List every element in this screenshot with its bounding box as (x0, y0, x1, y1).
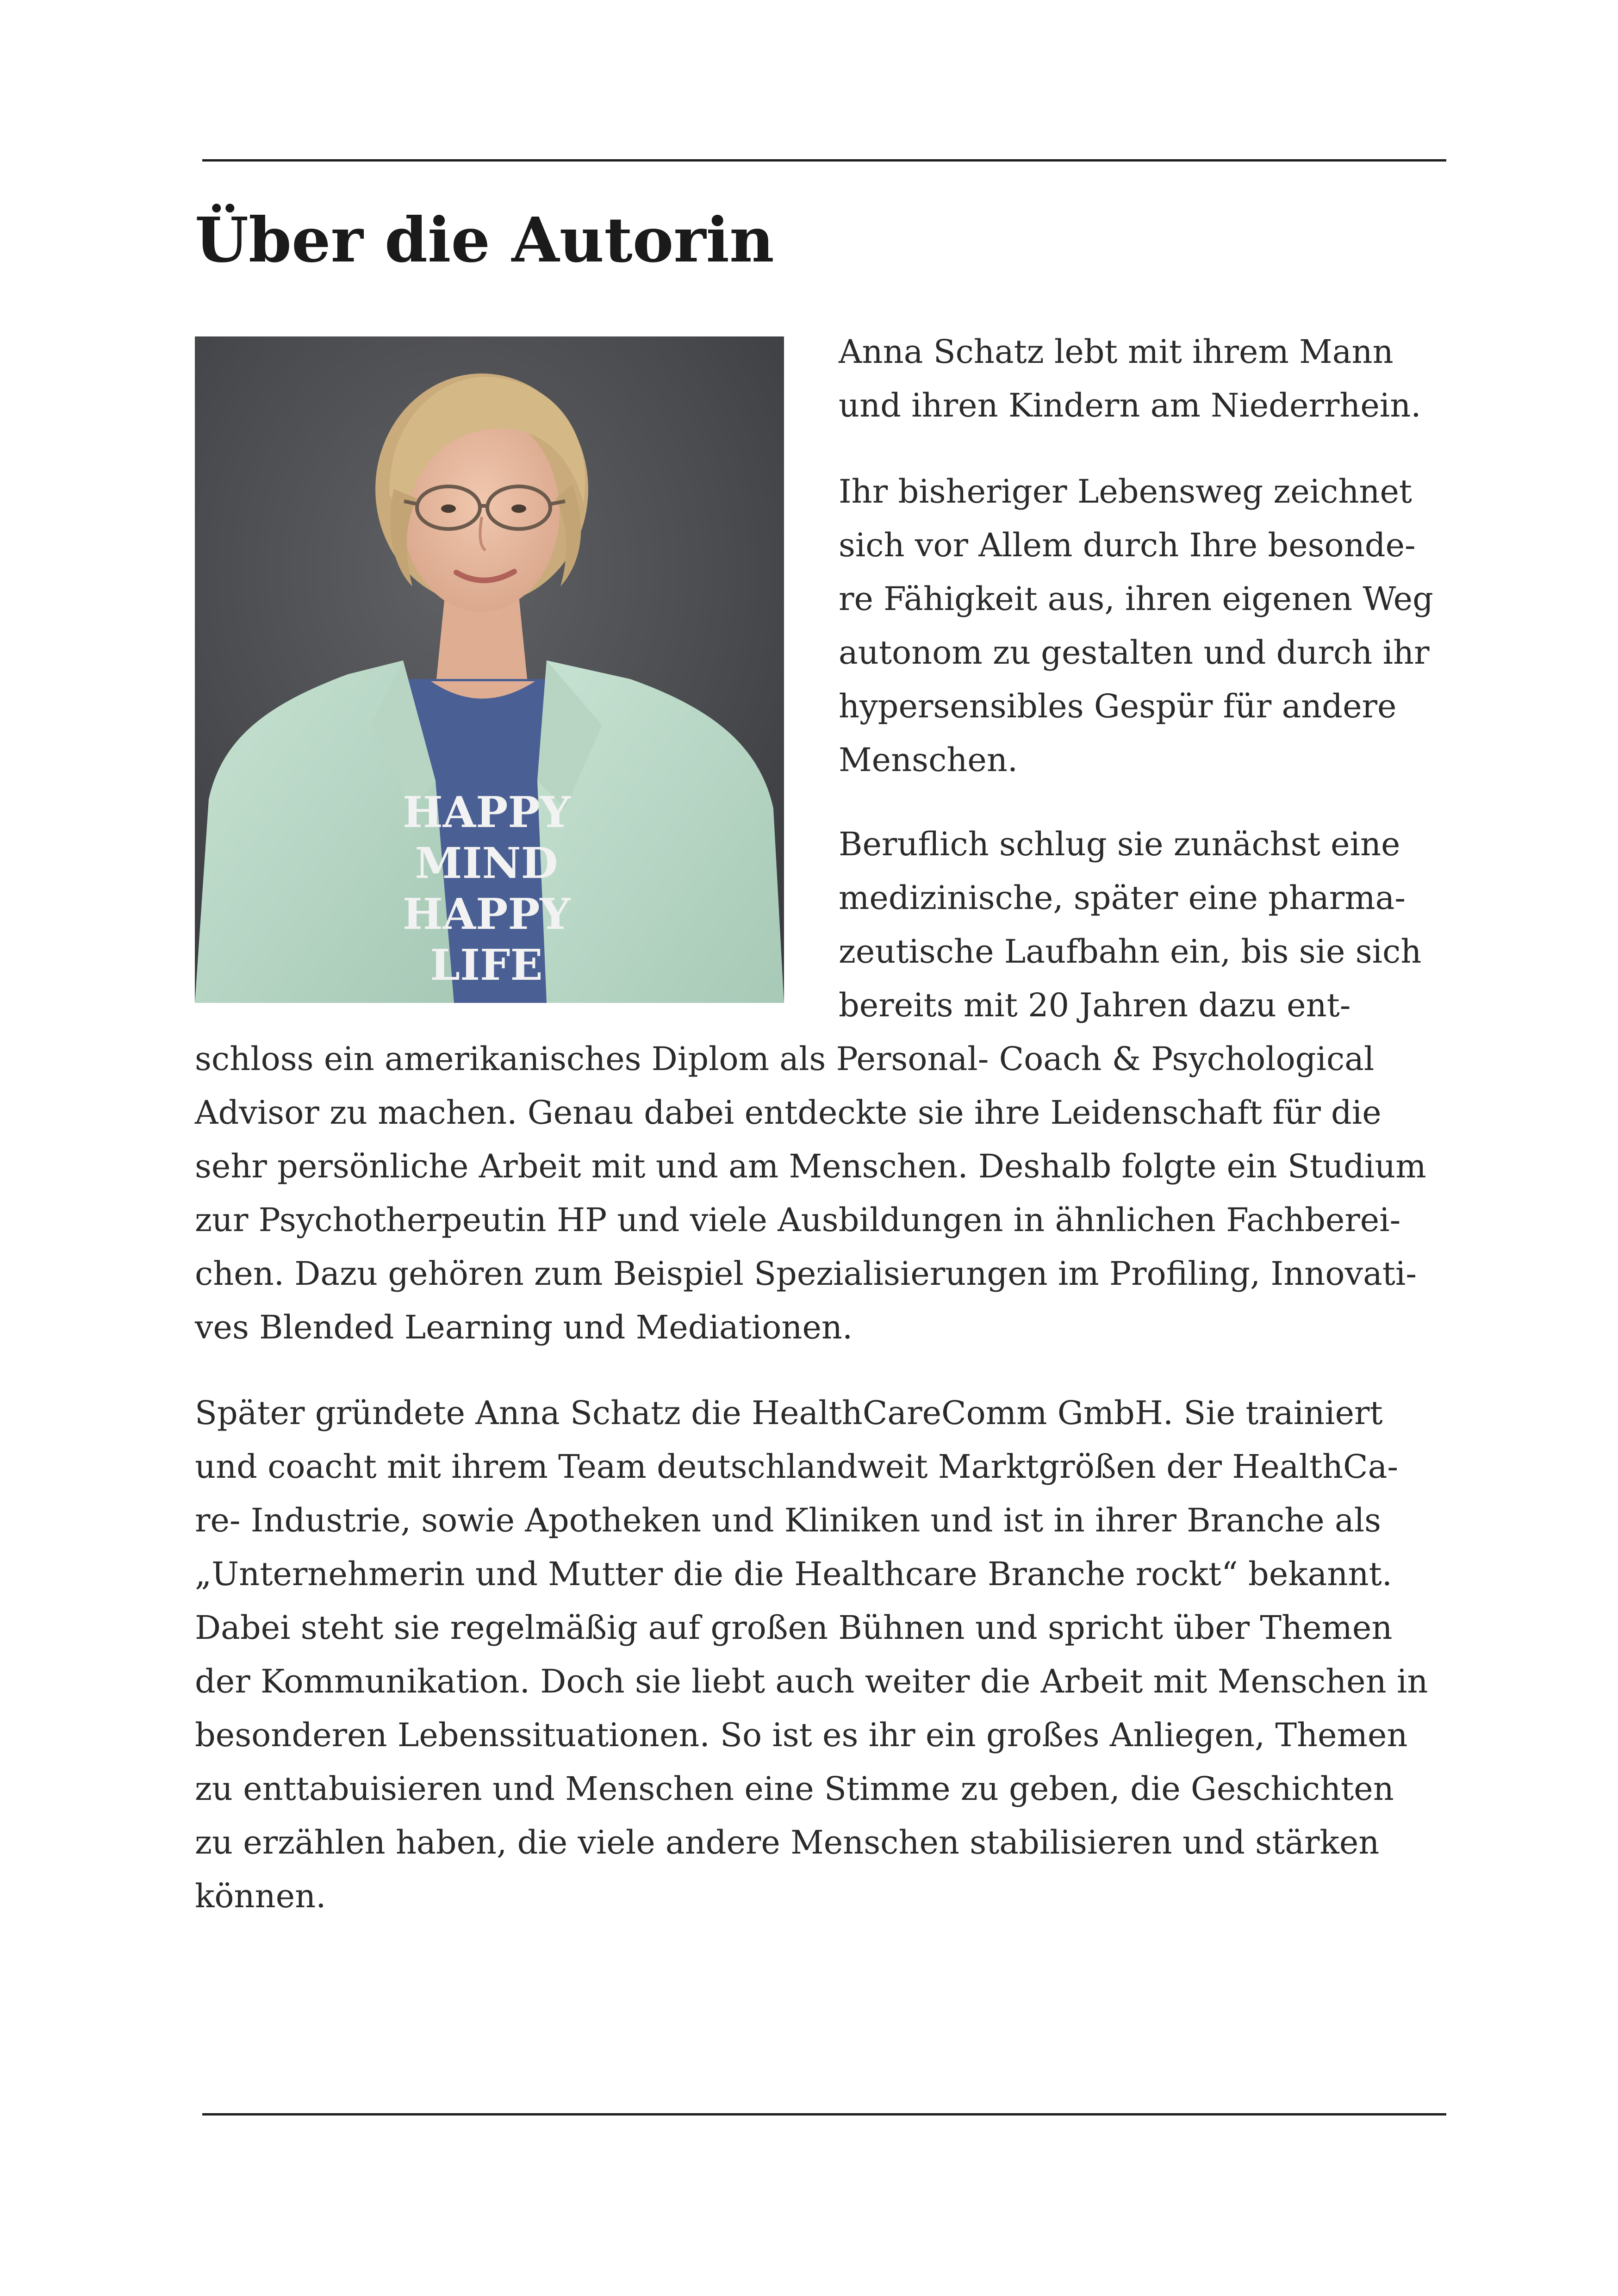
text-line: hypersensibles Gespür für andere (839, 687, 1397, 725)
text-line: Beruflich schlug sie zunächst eine (839, 825, 1400, 863)
paragraph-career-continued (195, 1032, 1449, 1354)
shirt-text-line-4: LIFE (430, 940, 543, 990)
top-rule (202, 159, 1446, 162)
text-line: und coacht mit ihrem Team deutschlandweit Marktgrößen der HealthCa- (195, 1448, 1398, 1486)
text-line: Später gründete Anna Schatz die HealthCareComm GmbH. Sie trainiert (195, 1394, 1383, 1432)
text-line: Ihr bisheriger Lebensweg zeichnet (839, 473, 1413, 510)
shirt-text-line-3: HAPPY (402, 889, 571, 939)
text-line: ves Blended Learning und Mediationen. (195, 1308, 853, 1346)
text-line: sich vor Allem durch Ihre besonde- (839, 526, 1416, 564)
text-line: schloss ein amerikanisches Diplom als Personal- Coach & Psychological (195, 1040, 1375, 1078)
text-line: Anna Schatz lebt mit ihrem Mann (839, 333, 1394, 371)
text-line: zur Psychotherpeutin HP und viele Ausbildungen in ähnlichen Fachberei- (195, 1201, 1401, 1239)
shirt-text-line-1: HAPPY (402, 787, 571, 837)
paragraph-career-start (839, 817, 1446, 1032)
text-line: bereits mit 20 Jahren dazu ent- (839, 986, 1351, 1024)
text-line: zu enttabuisieren und Menschen eine Stimme zu geben, die Geschichten (195, 1770, 1394, 1808)
paragraph-company (195, 1386, 1449, 1923)
text-line: und ihren Kindern am Niederrhein. (839, 386, 1421, 424)
shirt-text-line-2: MIND (415, 838, 558, 888)
text-line: Advisor zu machen. Genau dabei entdeckte sie ihre Leidenschaft für die (195, 1094, 1382, 1132)
text-line: Dabei steht sie regelmäßig auf großen Bühnen und spricht über Themen (195, 1609, 1393, 1647)
text-line: der Kommunikation. Doch sie liebt auch weiter die Arbeit mit Menschen in (195, 1662, 1428, 1700)
text-line: autonom zu gestalten und durch ihr (839, 634, 1430, 672)
text-line: medizinische, später eine pharma- (839, 879, 1406, 917)
text-line: Menschen. (839, 741, 1018, 779)
text-line: chen. Dazu gehören zum Beispiel Spezialisierungen im Profiling, Innovati- (195, 1255, 1417, 1293)
text-line: sehr persönliche Arbeit mit und am Menschen. Deshalb folgte ein Studium (195, 1147, 1426, 1185)
bottom-rule (202, 2113, 1446, 2116)
author-photo (195, 336, 784, 1003)
text-line: können. (195, 1877, 326, 1915)
text-line: re- Industrie, sowie Apotheken und Kliniken und ist in ihrer Branche als (195, 1501, 1381, 1539)
page-title: Über die Autorin (195, 204, 774, 276)
text-line: zeutische Laufbahn ein, bis sie sich (839, 933, 1422, 971)
text-line: zu erzählen haben, die viele andere Menschen stabilisieren und stärken (195, 1823, 1380, 1861)
paragraph-life-path (839, 465, 1446, 787)
text-line: re Fähigkeit aus, ihren eigenen Weg (839, 580, 1433, 618)
text-line: besonderen Lebenssituationen. So ist es ihr ein großes Anliegen, Themen (195, 1716, 1408, 1754)
paragraph-family (839, 325, 1446, 432)
text-line: „Unternehmerin und Mutter die die Healthcare Branche rockt“ bekannt. (195, 1555, 1392, 1593)
